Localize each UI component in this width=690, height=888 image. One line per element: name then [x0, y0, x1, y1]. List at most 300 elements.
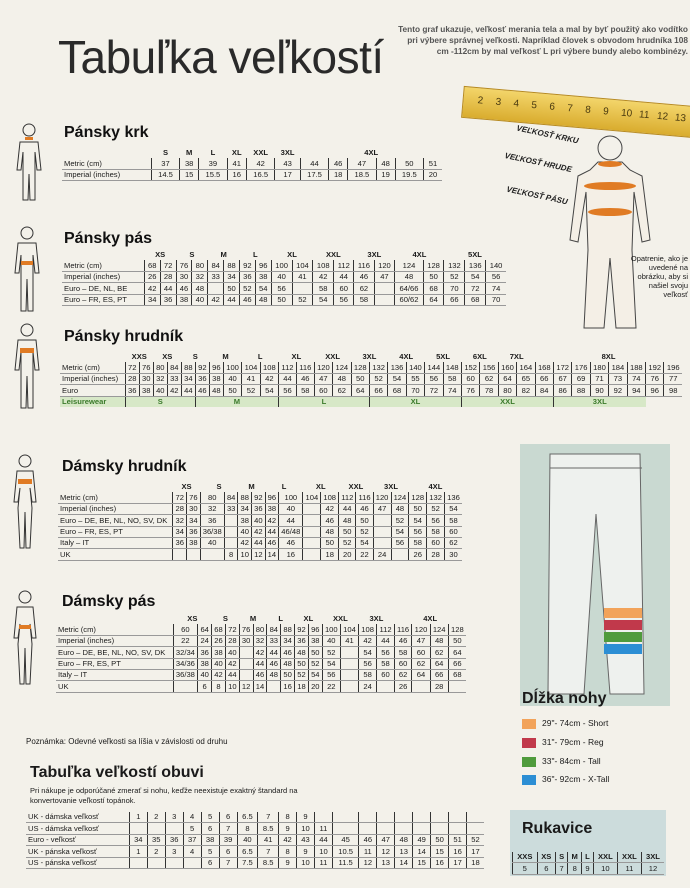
table-cell: 100 [271, 260, 292, 271]
table-cell: 72 [160, 260, 176, 271]
table-cell: 136 [445, 492, 462, 503]
table-header-row [56, 614, 466, 624]
size-header: 4XL [364, 148, 379, 158]
size-header: L [278, 614, 284, 624]
table-row [26, 846, 484, 857]
color-swatch-icon [522, 757, 536, 767]
row-label: Euro [60, 385, 125, 396]
table-cell: 60 [377, 669, 395, 680]
table-cell: 108 [260, 362, 278, 373]
table-cell: 128 [351, 362, 369, 373]
table-cell: 38 [308, 635, 322, 646]
table-cell [267, 681, 281, 692]
table-cell: 16 [431, 857, 449, 868]
size-header: XL [231, 148, 242, 158]
row-label: Imperial (inches) [58, 503, 173, 514]
table-cell: 33 [208, 271, 224, 282]
table-cell: 38 [201, 834, 219, 845]
table-cell: 34 [144, 294, 160, 305]
table-cell: 5 [201, 812, 219, 823]
table-cell: 124 [430, 624, 448, 635]
table-cell: 10 [225, 681, 239, 692]
table-cell: 56 [409, 526, 427, 537]
size-header: XXL [348, 482, 364, 492]
tape-number: 11 [638, 109, 650, 122]
section-title-waist-women: Dámsky pás [62, 593, 156, 610]
table-cell: 50 [224, 283, 240, 294]
size-header: S [189, 250, 195, 260]
table-cell: 32 [253, 635, 267, 646]
table-cell: 76 [646, 373, 664, 384]
table-cell: 9 [297, 846, 315, 857]
table-cell: 3 [165, 812, 183, 823]
row-label: Imperial (inches) [56, 635, 173, 646]
table-cell: 66 [444, 294, 465, 305]
table-cell: 14 [253, 681, 267, 692]
table-cell: 64 [448, 647, 466, 658]
size-header: 3XL [384, 482, 398, 492]
table-cell [413, 812, 431, 823]
table-cell [449, 823, 467, 834]
table-cell: 34 [173, 526, 187, 537]
size-header: M [249, 614, 257, 624]
table-cell: 132 [444, 260, 465, 271]
table-cell: 66 [369, 385, 387, 396]
size-header: 7XL [509, 352, 524, 362]
table-cell: 26 [144, 271, 160, 282]
section-title-waist-men: Pánsky pás [64, 230, 153, 247]
figure-neck-icon [12, 122, 46, 202]
table-row [56, 669, 466, 680]
table-cell: 19 [376, 169, 395, 180]
table-cell: 100 [322, 624, 340, 635]
table-cell: 8 [568, 863, 582, 874]
table-row [62, 260, 506, 271]
table-cell: 52 [444, 271, 465, 282]
table-cell: 32 [192, 271, 208, 282]
table-cell: 50 [271, 294, 292, 305]
table-cell: 40 [192, 294, 208, 305]
leisurewear-row [60, 396, 682, 407]
table-cell: 19.5 [395, 169, 423, 180]
table-cell [314, 812, 332, 823]
size-header: XS [162, 352, 173, 362]
leg-length-item: 36"- 92cm - X-Tall [522, 774, 609, 785]
waist-women-size-table [56, 614, 466, 693]
table-cell: 46 [354, 271, 374, 282]
table-cell: 148 [443, 362, 461, 373]
table-row [26, 857, 484, 868]
row-label: Euro – DE, BE, NL, NO, SV, DK [56, 647, 173, 658]
table-cell: 72 [465, 283, 486, 294]
table-cell: 44 [181, 385, 195, 396]
table-cell: 26 [409, 549, 427, 560]
table-cell: 36/38 [173, 669, 198, 680]
table-cell: 8 [224, 549, 238, 560]
table-cell: 42 [144, 283, 160, 294]
table-cell: 56 [391, 537, 409, 548]
table-cell: 116 [354, 260, 374, 271]
table-cell: 36 [252, 503, 266, 514]
color-swatch-icon [522, 719, 536, 729]
table-cell: 70 [444, 283, 465, 294]
table-cell: 30 [239, 635, 253, 646]
table-cell: 52 [391, 515, 409, 526]
table-cell: 70 [486, 294, 506, 305]
table-cell: 46 [281, 647, 295, 658]
table-cell: 44 [279, 515, 303, 526]
table-cell: 128 [423, 260, 444, 271]
table-cell: 54 [322, 658, 340, 669]
table-cell: 33 [224, 503, 238, 514]
measure-label-chest: VEĽKOSŤ HRUDE [503, 150, 573, 175]
table-cell: 40 [153, 385, 167, 396]
table-cell: 74 [627, 373, 645, 384]
table-cell: 2 [147, 846, 165, 857]
size-header: XXL [593, 852, 617, 863]
table-cell: 6 [537, 863, 555, 874]
table-cell: 48 [209, 385, 223, 396]
table-cell: 30 [139, 373, 153, 384]
table-cell: 128 [409, 492, 427, 503]
table-cell: 44 [377, 635, 395, 646]
row-label: Italy – IT [56, 669, 173, 680]
row-label: UK [56, 681, 173, 692]
table-cell: 92 [295, 624, 309, 635]
table-cell: 38 [209, 373, 223, 384]
table-cell: 48 [339, 515, 356, 526]
table-cell: 10.5 [332, 846, 358, 857]
table-cell: 58 [313, 283, 334, 294]
table-cell [374, 294, 395, 305]
table-cell: 196 [664, 362, 682, 373]
size-header: XXL [332, 614, 348, 624]
tape-number: 6 [548, 101, 556, 113]
table-cell: 66 [535, 373, 553, 384]
table-cell: 124 [333, 362, 351, 373]
table-cell: 48 [430, 635, 448, 646]
table-cell: 192 [646, 362, 664, 373]
table-cell: 44 [224, 294, 240, 305]
tape-number: 9 [602, 106, 610, 118]
table-cell: 40 [198, 669, 212, 680]
table-cell: 100 [279, 492, 303, 503]
table-cell: 76 [176, 260, 192, 271]
table-cell: 38 [212, 647, 226, 658]
size-header: L [582, 852, 594, 863]
table-cell: 32/34 [173, 647, 198, 658]
table-cell: 32 [153, 373, 167, 384]
table-cell: 41 [242, 373, 260, 384]
table-cell: 64 [423, 294, 444, 305]
table-cell [359, 812, 377, 823]
table-cell: 7 [556, 863, 568, 874]
row-label: Metric (cm) [60, 362, 125, 373]
table-cell: S [125, 396, 195, 407]
size-header: S [216, 482, 222, 492]
size-header: XS [181, 482, 192, 492]
table-cell [200, 549, 224, 560]
measure-label-neck: VEĽKOSŤ KRKU [515, 123, 580, 146]
table-cell: 42 [260, 373, 278, 384]
size-header: 5XL [436, 352, 451, 362]
table-cell [173, 549, 187, 560]
neck-size-table [62, 148, 442, 181]
tape-number: 3 [495, 96, 502, 109]
table-cell: 71 [590, 373, 608, 384]
table-cell [340, 669, 358, 680]
size-header: XXS [131, 352, 147, 362]
table-cell: 58 [427, 526, 445, 537]
table-cell: 42 [313, 271, 334, 282]
table-cell: 46 [176, 283, 192, 294]
table-cell: 60 [412, 647, 430, 658]
table-cell: 64 [351, 385, 369, 396]
row-label: UK - pánska veľkosť [26, 846, 129, 857]
table-cell: 38 [238, 515, 252, 526]
size-header: XXL [617, 852, 641, 863]
table-cell [165, 857, 183, 868]
table-cell: 36 [125, 385, 139, 396]
size-header: L [253, 250, 258, 260]
table-cell: 62 [354, 283, 374, 294]
size-header: M [220, 250, 227, 260]
chest-men-size-table [60, 352, 682, 407]
table-cell: 34 [181, 373, 195, 384]
chest-women-size-table [58, 482, 462, 561]
table-cell: 42 [238, 537, 252, 548]
table-cell: 77 [664, 373, 682, 384]
table-cell: 52 [356, 526, 373, 537]
table-cell: 64 [498, 373, 516, 384]
table-cell: 36 [160, 294, 176, 305]
table-cell: 26 [212, 635, 226, 646]
table-cell: 112 [377, 624, 395, 635]
table-cell: 40 [237, 834, 258, 845]
table-cell: 32 [200, 503, 224, 514]
table-cell: 52 [467, 834, 484, 845]
table-cell: 124 [395, 260, 423, 271]
table-cell [332, 823, 358, 834]
table-cell: 43 [275, 158, 301, 169]
size-header: XS [537, 852, 555, 863]
table-cell: 76 [239, 624, 253, 635]
table-cell: L [279, 396, 370, 407]
table-cell [359, 823, 377, 834]
table-cell: 5 [183, 823, 201, 834]
table-cell: 82 [517, 385, 535, 396]
table-cell: 56 [425, 373, 443, 384]
table-cell: 10 [238, 549, 252, 560]
table-cell: 51 [449, 834, 467, 845]
table-cell: 40 [322, 635, 340, 646]
table-cell: 7 [219, 857, 237, 868]
table-cell: 52 [295, 669, 309, 680]
table-cell: 46 [321, 515, 339, 526]
table-cell: 37 [151, 158, 179, 169]
table-cell: 140 [406, 362, 424, 373]
table-row [58, 515, 462, 526]
table-cell: 92 [239, 260, 255, 271]
row-label: Euro – FR, ES, PT [62, 294, 144, 305]
table-cell: 74 [486, 283, 506, 294]
table-cell: 14.5 [151, 169, 179, 180]
table-cell: 54 [409, 515, 427, 526]
header-label [56, 614, 173, 624]
table-cell: 17.5 [300, 169, 328, 180]
table-cell: 50 [295, 658, 309, 669]
table-cell: 50 [409, 503, 427, 514]
size-header: S [192, 352, 198, 362]
table-cell [373, 515, 391, 526]
table-cell: 42 [321, 503, 339, 514]
table-cell: 35 [147, 834, 165, 845]
table-cell: 172 [553, 362, 571, 373]
table-cell: 40 [212, 658, 226, 669]
table-cell: 44 [252, 537, 266, 548]
table-cell: 5 [201, 846, 219, 857]
table-cell: 80 [200, 492, 224, 503]
size-header: XL [287, 250, 297, 260]
table-cell: 74 [443, 385, 461, 396]
table-cell: 55 [406, 373, 424, 384]
size-header: 5XL [468, 250, 482, 260]
table-cell: 28 [427, 549, 445, 560]
row-label: Imperial (inches) [62, 271, 144, 282]
table-cell: 58 [359, 669, 377, 680]
table-cell: 84 [224, 492, 238, 503]
table-cell: 17 [467, 846, 484, 857]
size-header: L [281, 482, 287, 492]
table-cell: 62 [430, 647, 448, 658]
table-cell: 76 [187, 492, 201, 503]
table-cell: 116 [394, 624, 412, 635]
size-header: 4XL [428, 482, 443, 492]
table-cell: 12 [239, 681, 253, 692]
table-cell: 46 [253, 669, 267, 680]
shoe-description: Pri nákupe je odporúčané zmerať si nohu, keďže neexistuje exaktný štandard na konvertovanie veľkostí topánok. [30, 786, 298, 805]
table-cell: 18.5 [348, 169, 376, 180]
row-label: Italy – IT [58, 537, 173, 548]
size-header: S [556, 852, 568, 863]
table-cell: 72 [173, 492, 187, 503]
shoe-size-table [26, 812, 484, 869]
table-cell: 80 [253, 624, 267, 635]
table-cell: 56 [334, 294, 354, 305]
table-cell [412, 681, 430, 692]
table-cell: 40 [252, 515, 266, 526]
table-cell [332, 812, 358, 823]
table-cell: 36 [195, 373, 209, 384]
table-cell: 144 [425, 362, 443, 373]
gloves-size-table [512, 852, 664, 875]
table-cell [373, 537, 391, 548]
table-cell [165, 823, 183, 834]
table-cell: 96 [265, 492, 279, 503]
size-header: 4XL [423, 614, 438, 624]
table-cell: 10 [297, 823, 315, 834]
table-cell: 40 [200, 537, 224, 548]
row-label: US - pánska veľkosť [26, 857, 129, 868]
table-cell: 6 [198, 681, 212, 692]
table-cell [449, 812, 467, 823]
table-cell [303, 537, 321, 548]
size-header: M [568, 852, 582, 863]
table-cell [173, 681, 198, 692]
table-cell: 54 [313, 294, 334, 305]
table-cell: 38 [198, 658, 212, 669]
table-cell: 48 [395, 271, 423, 282]
table-cell: 120 [373, 492, 391, 503]
table-cell: 50 [223, 385, 241, 396]
table-cell: 33 [267, 635, 281, 646]
size-header: XXS [513, 852, 538, 863]
table-cell: 62 [480, 373, 498, 384]
table-cell: 28 [173, 503, 187, 514]
shoe-section-title: Tabuľka veľkostí obuvi [30, 764, 204, 781]
table-row [26, 812, 484, 823]
table-cell: 15 [431, 846, 449, 857]
table-cell: 10 [593, 863, 617, 874]
table-cell: 88 [181, 362, 195, 373]
header-label [58, 482, 173, 492]
side-note: Opatrenie, ako je uvedené na obrázku, aby si našiel svoju veľkosť [630, 254, 688, 299]
table-cell: 39 [199, 158, 227, 169]
table-cell: 92 [252, 492, 266, 503]
figure-waist-men-icon [10, 225, 44, 315]
header-label [62, 250, 144, 260]
table-cell: 132 [369, 362, 387, 373]
header-label [62, 148, 151, 158]
table-cell [239, 647, 253, 658]
table-row [60, 373, 682, 384]
table-cell: 112 [334, 260, 354, 271]
row-label: Metric (cm) [62, 158, 151, 169]
table-cell: 56 [271, 283, 292, 294]
table-cell: 96 [646, 385, 664, 396]
table-cell: 20 [308, 681, 322, 692]
figure-chest-women-icon [8, 452, 42, 552]
table-cell: 8.5 [258, 823, 279, 834]
table-cell: 24 [198, 635, 212, 646]
table-cell: 60 [427, 537, 445, 548]
section-title-neck: Pánsky krk [64, 124, 149, 141]
table-cell: 7.5 [237, 857, 258, 868]
table-cell: 54 [260, 385, 278, 396]
table-cell: 64/66 [395, 283, 423, 294]
table-cell [373, 526, 391, 537]
table-cell: 10 [314, 846, 332, 857]
table-cell: 28 [430, 681, 448, 692]
table-cell: M [195, 396, 278, 407]
table-cell: 38 [176, 294, 192, 305]
table-cell: 48 [267, 669, 281, 680]
table-cell: 33 [167, 373, 181, 384]
table-cell: 47 [373, 503, 391, 514]
table-cell: 60 [394, 658, 412, 669]
table-cell [303, 503, 321, 514]
table-cell: 42 [225, 658, 239, 669]
table-cell: 176 [572, 362, 590, 373]
table-cell [395, 823, 413, 834]
leg-length-item: 29"- 74cm - Short [522, 718, 608, 729]
table-cell: 112 [279, 362, 297, 373]
tape-number: 5 [530, 99, 538, 112]
row-label: Euro - veľkosť [26, 834, 129, 845]
table-cell: 12 [377, 846, 395, 857]
table-cell [448, 681, 466, 692]
table-cell: 36 [200, 515, 224, 526]
